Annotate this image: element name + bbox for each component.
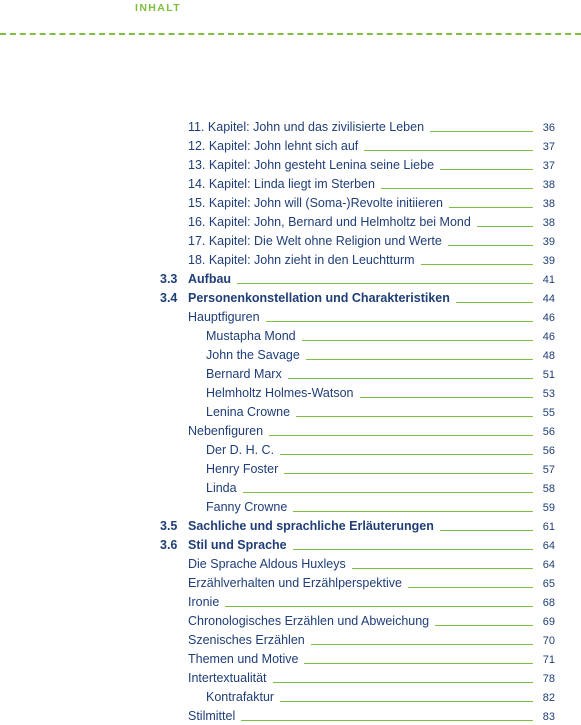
toc-entry[interactable]: [0, 440, 581, 459]
toc-leader-line: [381, 188, 533, 189]
toc-page-number: 38: [542, 179, 555, 191]
toc-entry-title: Stil und Sprache: [188, 538, 287, 552]
toc-entry-title: Helmholtz Holmes-Watson: [206, 386, 354, 400]
toc-page-number: 44: [542, 293, 555, 305]
toc-entry[interactable]: [0, 649, 581, 668]
toc-page-number: 53: [542, 388, 555, 400]
toc-leader-line: [273, 682, 533, 683]
toc-page-number: 46: [542, 312, 555, 324]
toc-page-number: 57: [542, 464, 555, 476]
toc-entry-title: 15. Kapitel: John will (Soma-)Revolte initiieren: [188, 196, 443, 210]
toc-entry-title: 13. Kapitel: John gesteht Lenina seine Liebe: [188, 158, 435, 172]
toc-leader-line: [360, 397, 534, 398]
toc-page-number: 61: [542, 521, 555, 533]
toc-entry-title: Linda: [206, 481, 237, 495]
toc-entry-title: Aufbau: [188, 272, 232, 286]
toc-leader-line: [306, 359, 533, 360]
toc-leader-line: [288, 378, 533, 379]
toc-entry[interactable]: [0, 250, 581, 269]
toc-section-number: 3.3: [160, 272, 178, 286]
toc-entry[interactable]: [0, 459, 581, 478]
toc-entry[interactable]: [0, 497, 581, 516]
toc-entry-title: 12. Kapitel: John lehnt sich auf: [188, 139, 359, 153]
toc-page-number: 56: [542, 426, 555, 438]
toc-entry[interactable]: [0, 592, 581, 611]
toc-page-number: 56: [542, 445, 555, 457]
toc-page-number: 65: [542, 578, 555, 590]
toc-entry[interactable]: [0, 478, 581, 497]
toc-page-number: 39: [542, 255, 555, 267]
toc-leader-line: [243, 492, 533, 493]
toc-leader-line: [440, 530, 533, 531]
toc-leader-line: [421, 264, 533, 265]
toc-leader-line: [280, 701, 533, 702]
toc-entry-title: Mustapha Mond: [206, 329, 296, 343]
toc-entry-title: Stilmittel: [188, 709, 236, 723]
toc-entry[interactable]: [0, 307, 581, 326]
toc-entry-title: Erzählverhalten und Erzählperspektive: [188, 576, 403, 590]
toc-entry[interactable]: [0, 611, 581, 630]
toc-page-number: 69: [542, 616, 555, 628]
toc-entry[interactable]: [0, 364, 581, 383]
toc-leader-line: [280, 454, 533, 455]
toc-entry[interactable]: [0, 193, 581, 212]
toc-entry[interactable]: [0, 117, 581, 136]
toc-entry[interactable]: [0, 174, 581, 193]
toc-page-number: 64: [542, 540, 555, 552]
toc-page-number: 83: [542, 711, 555, 723]
toc-entry[interactable]: [0, 421, 581, 440]
toc-page-number: 38: [542, 198, 555, 210]
toc-leader-line: [456, 302, 533, 303]
toc-leader-line: [448, 245, 533, 246]
toc-entry-title: 18. Kapitel: John zieht in den Leuchtturm: [188, 253, 415, 267]
toc-entry-title: 16. Kapitel: John, Bernard und Helmholtz bei Mond: [188, 215, 471, 229]
toc-page-number: 37: [542, 160, 555, 172]
toc-page-number: 41: [542, 274, 555, 286]
toc-entry[interactable]: [0, 212, 581, 231]
toc-entry-title: Ironie: [188, 595, 220, 609]
toc-entry[interactable]: [0, 516, 581, 535]
toc-page-number: 71: [542, 654, 555, 666]
toc-entry[interactable]: [0, 687, 581, 706]
toc-entry-title: Intertextualität: [188, 671, 267, 685]
toc-page-number: 39: [542, 236, 555, 248]
toc-page-number: 46: [542, 331, 555, 343]
toc-leader-line: [364, 150, 533, 151]
toc-entry-title: Kontrafaktur: [206, 690, 275, 704]
toc-leader-line: [284, 473, 533, 474]
toc-entry-title: Bernard Marx: [206, 367, 282, 381]
toc-entry[interactable]: [0, 326, 581, 345]
toc-entry-title: Fanny Crowne: [206, 500, 288, 514]
toc-page-number: 38: [542, 217, 555, 229]
toc-leader-line: [408, 587, 533, 588]
toc-entry-title: Lenina Crowne: [206, 405, 291, 419]
toc-page-number: 55: [542, 407, 555, 419]
toc-leader-line: [440, 169, 533, 170]
toc-entry-title: Personenkonstellation und Charakteristiken: [188, 291, 450, 305]
toc-entry[interactable]: [0, 630, 581, 649]
toc-entry-title: Szenisches Erzählen: [188, 633, 305, 647]
toc-leader-line: [311, 644, 533, 645]
toc-leader-line: [293, 549, 533, 550]
toc-leader-line: [296, 416, 533, 417]
toc-leader-line: [435, 625, 533, 626]
toc-page-number: 70: [542, 635, 555, 647]
toc-entry-title: 11. Kapitel: John und das zivilisierte Leben: [188, 120, 425, 134]
toc-entry[interactable]: [0, 288, 581, 307]
toc-leader-line: [269, 435, 533, 436]
toc-page-number: 51: [542, 369, 555, 381]
toc-leader-line: [302, 340, 533, 341]
toc-entry-title: Der D. H. C.: [206, 443, 275, 457]
toc-section-number: 3.4: [160, 291, 178, 305]
toc-entry[interactable]: [0, 573, 581, 592]
toc-entry[interactable]: [0, 535, 581, 554]
toc-entry-title: John the Savage: [206, 348, 300, 362]
toc-leader-line: [430, 131, 533, 132]
toc-entry[interactable]: [0, 706, 581, 725]
toc-entry[interactable]: [0, 269, 581, 288]
toc-page-number: 82: [542, 692, 555, 704]
toc-page-number: 59: [542, 502, 555, 514]
toc-page-number: 37: [542, 141, 555, 153]
header-dashed-rule: [0, 33, 581, 35]
toc-entry-title: Die Sprache Aldous Huxleys: [188, 557, 346, 571]
toc-entry-title: Hauptfiguren: [188, 310, 260, 324]
toc-page-number: 36: [542, 122, 555, 134]
toc-entry[interactable]: [0, 383, 581, 402]
toc-page-number: 68: [542, 597, 555, 609]
toc-entry[interactable]: [0, 668, 581, 687]
table-of-contents: [0, 117, 581, 725]
toc-leader-line: [237, 283, 533, 284]
toc-entry[interactable]: [0, 155, 581, 174]
toc-entry[interactable]: [0, 554, 581, 573]
toc-entry[interactable]: [0, 136, 581, 155]
toc-page-number: 48: [542, 350, 555, 362]
toc-leader-line: [304, 663, 533, 664]
toc-entry[interactable]: [0, 345, 581, 364]
toc-section-number: 3.5: [160, 519, 178, 533]
toc-leader-line: [352, 568, 533, 569]
toc-leader-line: [266, 321, 533, 322]
toc-entry-title: 17. Kapitel: Die Welt ohne Religion und Werte: [188, 234, 442, 248]
toc-entry-title: Themen und Motive: [188, 652, 299, 666]
toc-entry[interactable]: [0, 231, 581, 250]
toc-entry-title: Nebenfiguren: [188, 424, 264, 438]
toc-entry-title: Sachliche und sprachliche Erläuterungen: [188, 519, 434, 533]
toc-page-number: 78: [542, 673, 555, 685]
toc-leader-line: [477, 226, 533, 227]
toc-page-number: 58: [542, 483, 555, 495]
toc-leader-line: [293, 511, 533, 512]
toc-leader-line: [225, 606, 533, 607]
toc-entry[interactable]: [0, 402, 581, 421]
section-header: INHALT: [135, 2, 182, 14]
toc-leader-line: [241, 720, 533, 721]
toc-entry-title: 14. Kapitel: Linda liegt im Sterben: [188, 177, 375, 191]
toc-section-number: 3.6: [160, 538, 178, 552]
toc-entry-title: Chronologisches Erzählen und Abweichung: [188, 614, 430, 628]
toc-leader-line: [449, 207, 533, 208]
toc-page-number: 64: [542, 559, 555, 571]
toc-entry-title: Henry Foster: [206, 462, 279, 476]
